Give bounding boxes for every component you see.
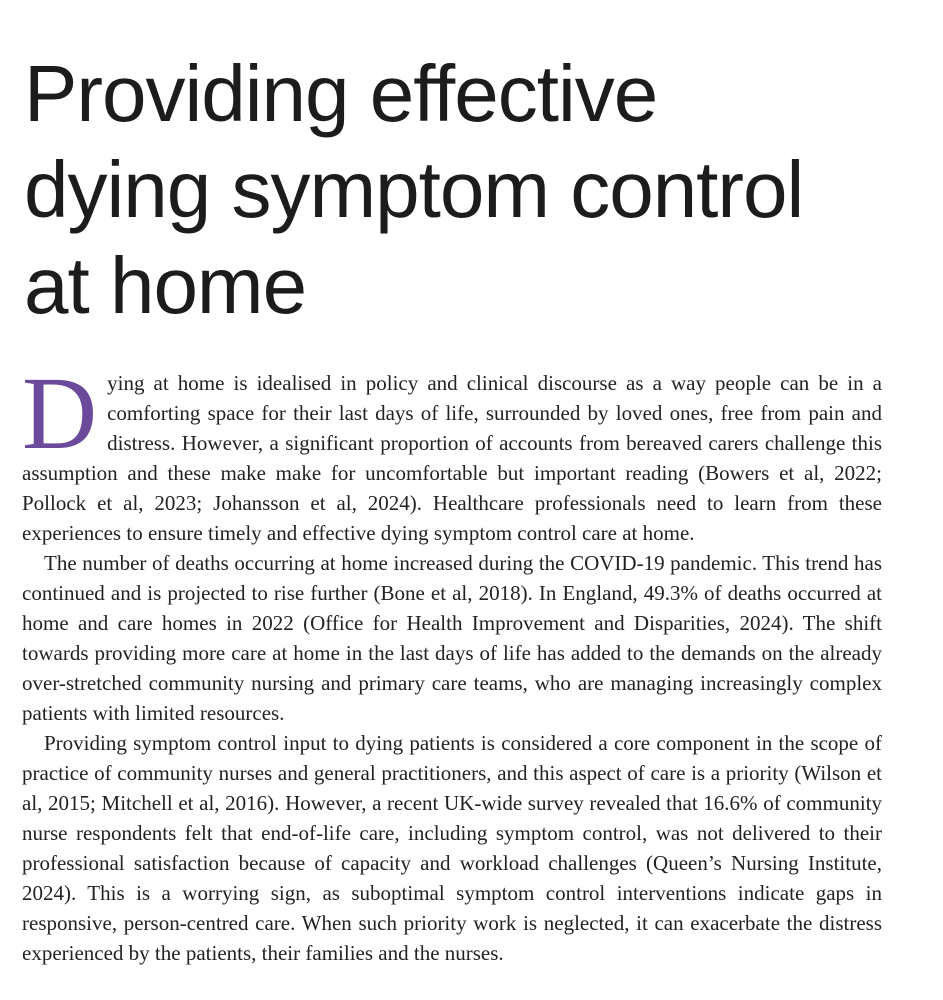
title-line: Providing effective	[24, 49, 658, 138]
paragraph-2: The number of deaths occurring at home increased during the COVID-19 pandemic. This trend has continued and is projected to rise further (Bone et al, 2018). In England, 49.3% of deaths occurred at home and care homes in 2022 (Office for Health Improvement and Disparities, 2024). The shift towards providing more care at home in the last days of life has added to the demands on the already over-stretched community nursing and primary care teams, who are managing increasingly complex patients with limited resources.	[22, 551, 882, 725]
paragraph-intro-text: ying at home is idealised in policy and clinical discourse as a way people can be in a comforting space for their last days of life, surrounded by loved ones, free from pain and distress. However, a significant proportion of accounts from bereaved carers challenge this assumption and these make make for uncomfortable but important reading (Bowers et al, 2022; Pollock et al, 2023; Johansson et al, 2024). Healthcare professionals need to learn from these experiences to ensure timely and effective dying symptom control care at home.	[22, 371, 882, 545]
paragraph-3: Providing symptom control input to dying patients is considered a core component in the scope of practice of community nurses and general practitioners, and this aspect of care is a priority (Wilson et al, 2015; Mitchell et al, 2016). However, a recent UK-wide survey revealed that 16.6% of community nurse respondents felt that end-of-life care, including symptom control, was not delivered to their professional satisfaction because of capacity and workload challenges (Queen’s Nursing Institute, 2024). This is a worrying sign, as suboptimal symptom control interventions indicate gaps in responsive, person-centred care. When such priority work is neglected, it can exacerbate the distress experienced by the patients, their families and the nurses.	[22, 731, 882, 965]
title-line: at home	[24, 241, 307, 330]
article-title	[24, 46, 904, 334]
title-line: dying symptom control	[24, 145, 804, 234]
article-body	[22, 356, 882, 968]
paragraph-intro	[22, 356, 882, 548]
drop-cap: D	[22, 356, 98, 471]
